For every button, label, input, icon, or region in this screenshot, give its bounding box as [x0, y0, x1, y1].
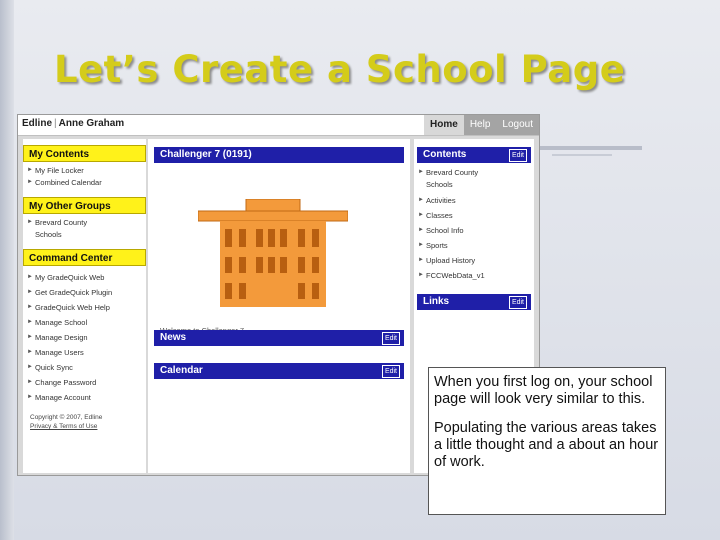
my-other-groups-list	[23, 214, 146, 242]
nav-logout[interactable]: Logout	[496, 115, 539, 135]
callout-box	[428, 367, 666, 515]
list-item[interactable]	[418, 268, 534, 283]
contents-label: Contents	[423, 149, 467, 160]
list-item[interactable]	[27, 390, 146, 405]
footer	[23, 407, 146, 431]
list-item[interactable]	[27, 165, 146, 177]
links-edit-button[interactable]: Edit	[509, 296, 527, 309]
command-center-header: Command Center	[23, 249, 146, 266]
news-edit-button[interactable]: Edit	[382, 332, 400, 345]
list-item-label: My GradeQuick Web	[35, 273, 105, 282]
arrow-icon: ►	[27, 167, 33, 173]
nav-help[interactable]: Help	[464, 115, 497, 135]
list-item-label: Change Password	[35, 378, 97, 387]
decorative-line	[540, 146, 642, 150]
arrow-icon: ►	[27, 364, 33, 370]
list-item-label: Brevard County Schools	[426, 168, 479, 189]
list-item-label: Upload History	[426, 256, 476, 265]
list-item[interactable]	[27, 177, 146, 189]
list-item-label: Manage School	[35, 318, 88, 327]
arrow-icon: ►	[27, 319, 33, 325]
school-title-header: Challenger 7 (0191)	[154, 147, 404, 163]
my-other-groups-header: My Other Groups	[23, 197, 146, 214]
list-item[interactable]	[27, 360, 146, 375]
calendar-label: Calendar	[160, 365, 203, 376]
list-item-label: FCCWebData_v1	[426, 271, 485, 280]
list-item[interactable]	[418, 193, 534, 208]
slide-left-bar	[0, 0, 14, 540]
list-item[interactable]	[27, 270, 146, 285]
privacy-link[interactable]: Privacy & Terms of Use	[30, 423, 98, 430]
command-center-list	[23, 266, 146, 407]
list-item[interactable]	[418, 253, 534, 268]
list-item[interactable]	[27, 217, 115, 240]
brand-separator: |	[54, 118, 57, 129]
arrow-icon: ►	[418, 257, 424, 263]
arrow-icon: ►	[418, 197, 424, 203]
arrow-icon: ►	[27, 219, 33, 225]
arrow-icon: ►	[418, 272, 424, 278]
list-item-label: Manage Users	[35, 348, 84, 357]
callout-paragraph-1: When you first log on, your school page will look very similar to this.	[434, 374, 653, 407]
arrow-icon: ►	[27, 394, 33, 400]
list-item[interactable]	[27, 285, 146, 300]
list-item-label: Combined Calendar	[35, 177, 102, 187]
arrow-icon: ►	[27, 304, 33, 310]
center-column	[148, 139, 410, 473]
user-name: Anne Graham	[58, 118, 125, 129]
list-item-label: Classes	[426, 211, 453, 220]
arrow-icon: ►	[418, 242, 424, 248]
list-item[interactable]	[418, 238, 534, 253]
arrow-icon: ►	[418, 212, 424, 218]
links-header	[417, 294, 531, 310]
slide-title: Let’s Create a School Page	[54, 48, 626, 91]
contents-header	[417, 147, 531, 163]
decorative-line	[552, 154, 612, 156]
arrow-icon: ►	[418, 227, 424, 233]
list-item-label: My File Locker	[35, 166, 84, 175]
list-item-label: School Info	[426, 226, 464, 235]
calendar-header	[154, 363, 404, 379]
callout-paragraph-2: Populating the various areas takes a little thought and a about an hour of work.	[434, 420, 659, 470]
list-item-label: Manage Account	[35, 393, 91, 402]
contents-list	[414, 163, 534, 285]
copyright-text: Copyright © 2007, Edline	[30, 414, 103, 421]
my-contents-list	[23, 162, 146, 190]
my-contents-header: My Contents	[23, 145, 146, 162]
list-item[interactable]	[27, 345, 146, 360]
calendar-edit-button[interactable]: Edit	[382, 365, 400, 378]
list-item-label: Get GradeQuick Plugin	[35, 288, 113, 297]
brand-name: Edline	[22, 118, 53, 129]
left-column	[23, 139, 146, 473]
list-item[interactable]	[27, 375, 146, 390]
list-item-label: Brevard County Schools	[35, 218, 88, 239]
contents-edit-button[interactable]: Edit	[509, 149, 527, 162]
list-item-label: GradeQuick Web Help	[35, 303, 110, 312]
top-nav	[424, 115, 539, 135]
list-item[interactable]	[418, 223, 534, 238]
list-item-label: Quick Sync	[35, 363, 73, 372]
arrow-icon: ►	[418, 169, 424, 175]
arrow-icon: ►	[27, 289, 33, 295]
news-header	[154, 330, 404, 346]
list-item-label: Manage Design	[35, 333, 88, 342]
brand	[22, 118, 124, 129]
app-top-bar	[18, 115, 539, 136]
nav-home[interactable]: Home	[424, 115, 464, 135]
arrow-icon: ►	[27, 274, 33, 280]
links-label: Links	[423, 296, 450, 307]
list-item[interactable]	[418, 167, 496, 190]
arrow-icon: ►	[27, 334, 33, 340]
news-label: News	[160, 332, 187, 343]
school-building-image	[198, 199, 348, 307]
arrow-icon: ►	[27, 379, 33, 385]
list-item[interactable]	[27, 300, 146, 315]
list-item-label: Activities	[426, 196, 456, 205]
list-item-label: Sports	[426, 241, 448, 250]
arrow-icon: ►	[27, 349, 33, 355]
list-item[interactable]	[418, 208, 534, 223]
list-item[interactable]	[27, 330, 146, 345]
arrow-icon: ►	[27, 178, 33, 185]
list-item[interactable]	[27, 315, 146, 330]
